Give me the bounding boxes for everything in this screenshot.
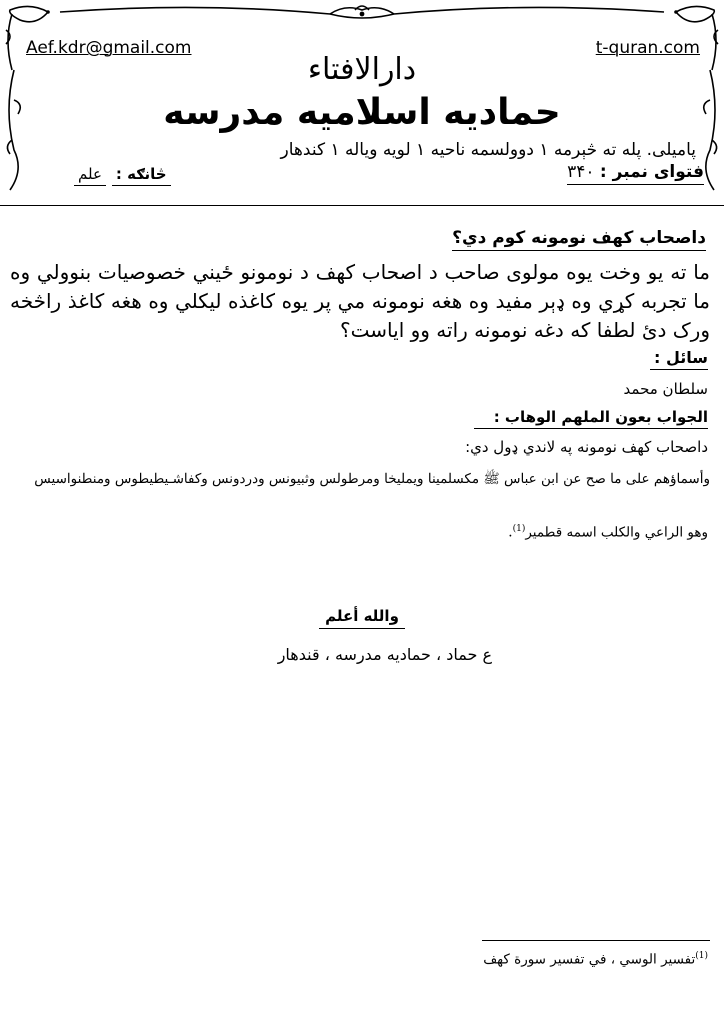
footnote-reference[interactable]: (1) <box>512 524 526 534</box>
answer-dog-line: وهو الراعي والكلب اسمه قطمير$^{(1)}$. <box>508 524 708 541</box>
closing-phrase <box>0 607 724 625</box>
asker-label: سائل : <box>650 348 708 370</box>
question-body: ما ته یو وخت یوه مولوی صاحب د اصحاب کهف د نومونو ځیني خصوصیات بنوولي وه ما تجربه کړي وه ډېر مفید وه هغه نومونه مي پر یوه کاغذه لیکلي وه هغه کاغذ راڅخه ورک دئ لطفا که دغه نومونه راته وو ایاست؟ <box>10 260 710 342</box>
answer-dog-text: وهو الراعي والكلب اسمه قطمير <box>525 524 708 541</box>
footnote-divider <box>482 940 710 941</box>
answer-names: وأسماؤهم على ما صح عن ابن عباس ﷺ مكسلمينا ويمليخا ومرطولس وثبيونس ودردونس وكفاشـيطيطوس ومنطنواسيس <box>34 471 710 487</box>
answer-heading: الجواب بعون الملهم الوهاب : <box>474 408 708 429</box>
header-divider <box>0 205 724 206</box>
contact-email[interactable]: Aef.kdr@gmail.com <box>26 38 192 58</box>
asker-name: سلطان محمد <box>623 380 708 398</box>
question-heading: داصحاب کهف نومونه کوم دي؟ <box>452 228 706 251</box>
website-link[interactable]: t-quran.com <box>595 38 700 58</box>
page-title: دارالافتاء <box>307 52 417 87</box>
institution-name: حمادیه اسلامیه مدرسه <box>163 92 561 133</box>
institution-address: پامیلی. پله ته څېرمه ۱ دوولسمه ناحیه ۱ لویه ویاله ۱ کندهار <box>280 140 696 160</box>
fatwa-number-label: فتوای نمبر : <box>599 162 704 182</box>
closing-text: والله أعلم <box>319 607 405 629</box>
topic-value: علم <box>74 165 106 186</box>
topic-label: څانګه : <box>112 165 171 186</box>
topic-field <box>74 165 171 183</box>
footnote-text: تفسير الوسي ، في تفسير سورة كهف <box>483 951 696 968</box>
fatwa-number-value: ۳۴۰ <box>567 162 595 182</box>
fatwa-number-field <box>567 162 704 185</box>
signature: ع حماد ، حمادیه مدرسه ، قندهار <box>277 645 492 664</box>
answer-intro: داصحاب کهف نومونه په لاندي ډول دي: <box>465 438 708 456</box>
footnote <box>483 951 708 968</box>
footnote-marker: (1) <box>695 951 708 961</box>
